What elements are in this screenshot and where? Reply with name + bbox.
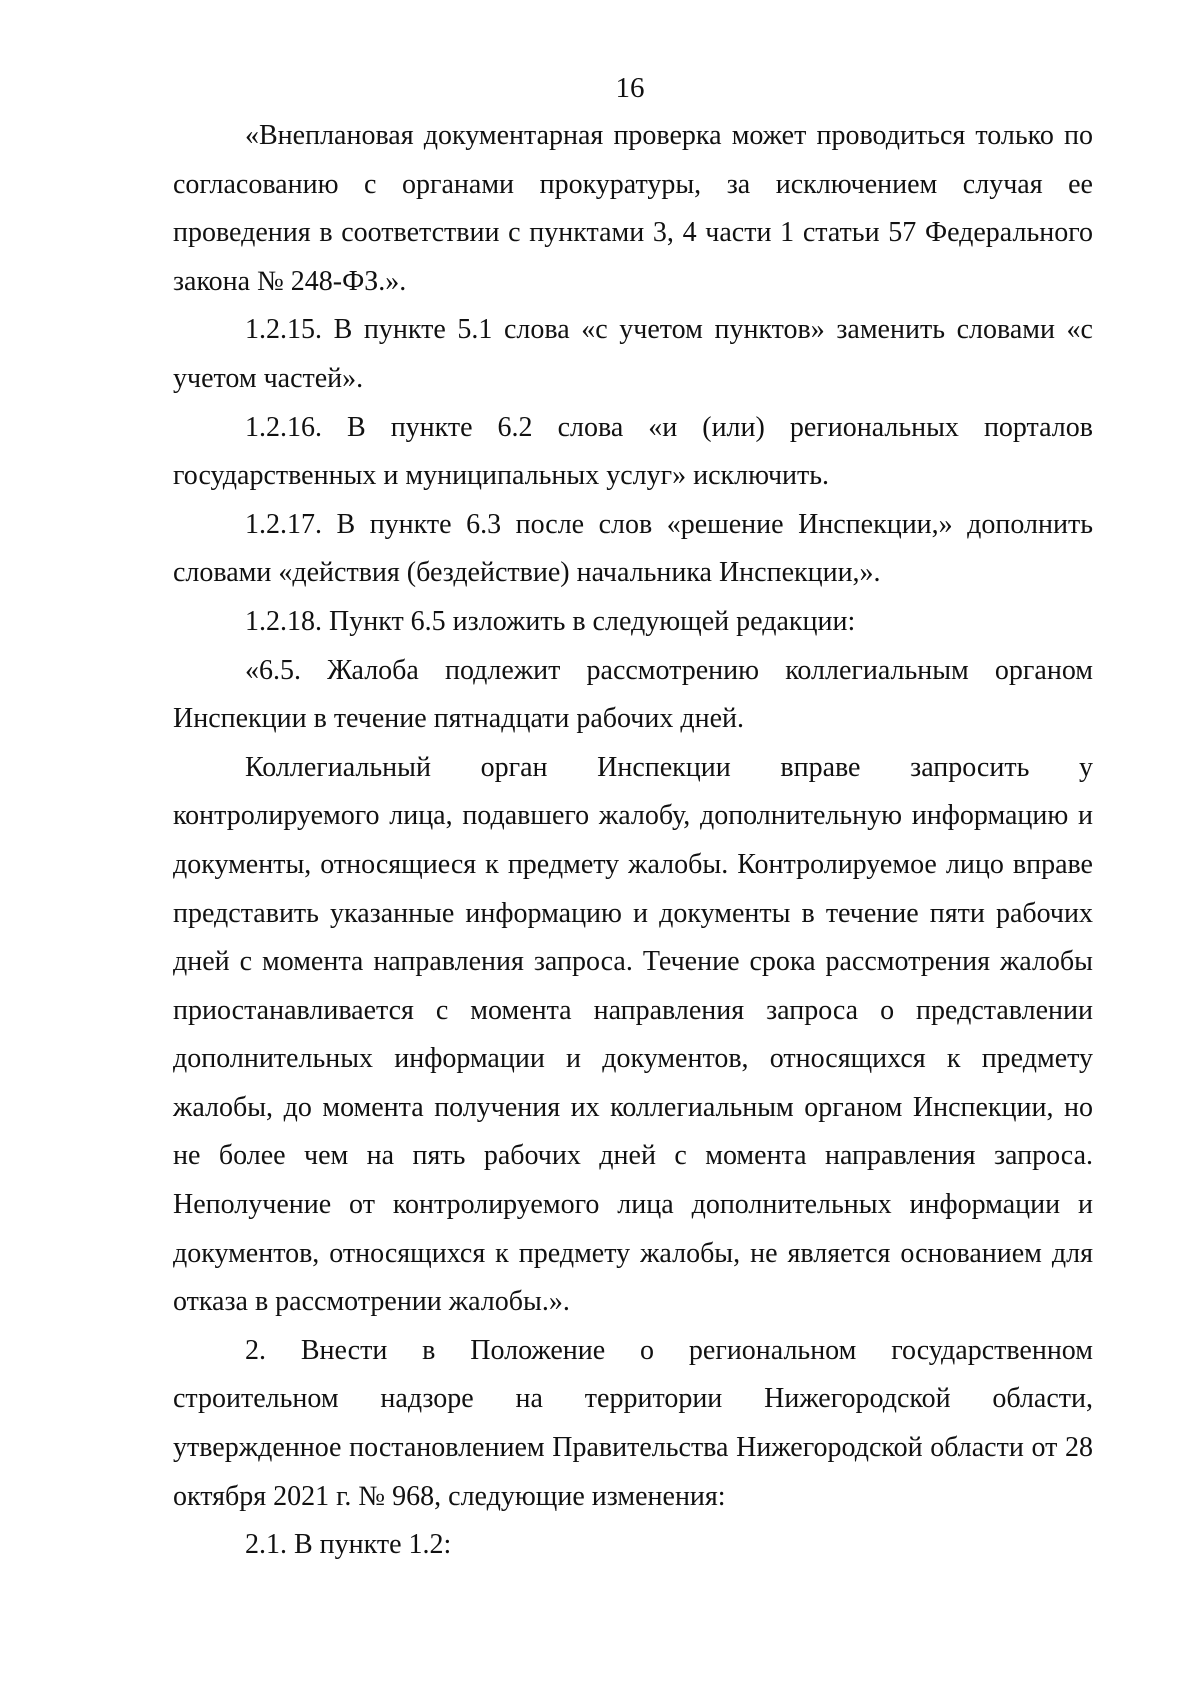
paragraph-1-2-16: 1.2.16. В пункте 6.2 слова «и (или) региональных порталов государственных и муниципальных услуг» исключить.: [173, 411, 1093, 492]
paragraph-unscheduled-inspection: «Внеплановая документарная проверка может проводиться только по согласованию с органами прокуратуры, за исключением случая ее проведения в соответствии с пунктами 3, 4 части 1 статьи 57 Федерального закона № 248-ФЗ.».: [173, 120, 1093, 297]
page-number: 16: [615, 72, 645, 104]
document-body: [173, 112, 1093, 1570]
paragraph-1-2-17: 1.2.17. В пункте 6.3 после слов «решение Инспекции,» дополнить словами «действия (бездействие) начальника Инспекции,».: [173, 508, 1093, 589]
paragraph-1-2-18: 1.2.18. Пункт 6.5 изложить в следующей редакции:: [245, 605, 856, 637]
paragraph-6-5-complaint: «6.5. Жалоба подлежит рассмотрению коллегиальным органом Инспекции в течение пятнадцати рабочих дней.: [173, 654, 1093, 735]
paragraph-2-1: 2.1. В пункте 1.2:: [245, 1529, 452, 1561]
paragraph-1-2-15: 1.2.15. В пункте 5.1 слова «с учетом пунктов» заменить словами «с учетом частей».: [173, 314, 1093, 394]
paragraph-collegial-body: Коллегиальный орган Инспекции вправе запросить у контролируемого лица, подавшего жалобу, дополнительную информацию и документы, относящиеся к предмету жалобы. Контролируемое лицо вправе представить указанные информацию и документы в течение пяти рабочих дней с момента направления запроса. Течение срока рассмотрения жалобы приостанавливается с момента направления запроса о представлении дополнительных информации и документов, относящихся к предмету жалобы, до момента получения их коллегиальным органом Инспекции, но не более чем на пять рабочих дней с момента направления запроса. Неполучение от контролируемого лица дополнительных информации и документов, относящихся к предмету жалобы, не является основанием для отказа в рассмотрении жалобы.».: [173, 751, 1093, 1318]
paragraph-2-amendments: 2. Внести в Положение о региональном государственном строительном надзоре на территории Нижегородской области, утвержденное постановлением Правительства Нижегородской области от 28 октября 2021 г. № 968, следующие изменения:: [173, 1334, 1093, 1512]
